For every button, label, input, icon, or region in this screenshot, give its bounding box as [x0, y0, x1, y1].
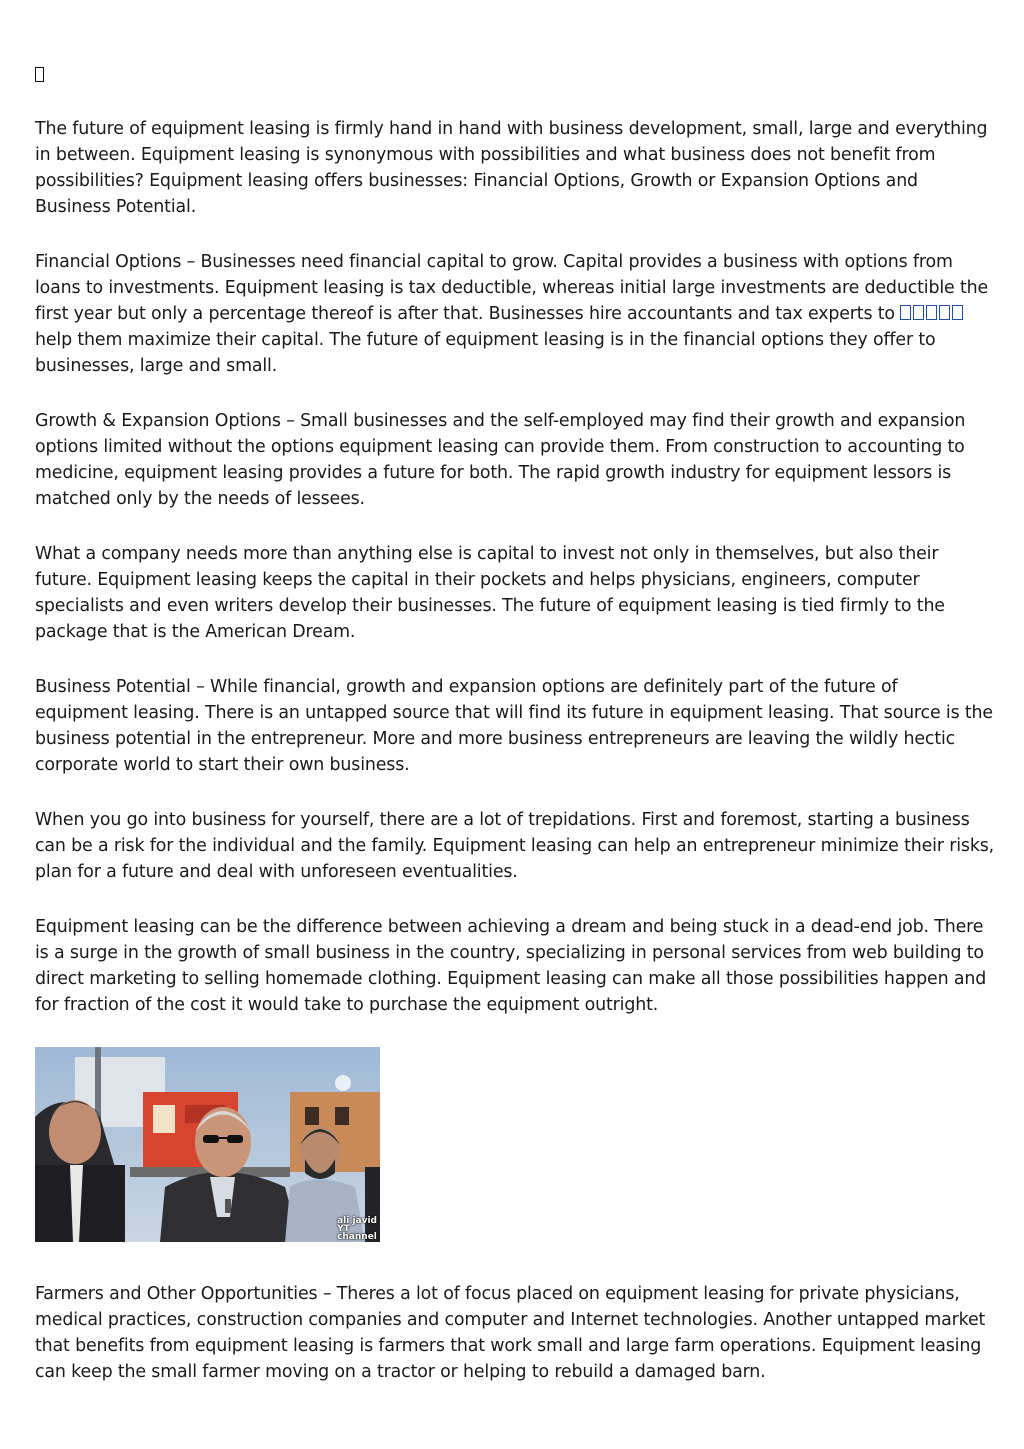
news-photo	[35, 1047, 380, 1242]
paragraph-farmers: Farmers and Other Opportunities – Theres a lot of focus placed on equipment leasing for private physicians, medical practices, construction companies and computer and Internet technologies. Another untapped market that benefits from equipment leasing is farmers that work small and large farm operations. Equipment leasing can keep the small farmer moving on a tractor or helping to rebuild a damaged barn.	[35, 1284, 986, 1382]
channel-logo-icon	[335, 1075, 351, 1091]
paragraph-business-potential: Business Potential – While financial, growth and expansion options are definitely part of the future of equipment leasing. There is an untapped source that will find its future in equipment leasing. That source is the business potential in the entrepreneur. More and more business entrepreneurs are leaving the wildly hectic corporate world to start their own business.	[35, 677, 993, 775]
paragraph-financial-options	[35, 249, 995, 379]
image-watermark: ali javid YT channel	[337, 1216, 377, 1242]
news-photo-illustration	[35, 1047, 380, 1242]
paragraph-financial-options-text-before: Financial Options – Businesses need financial capital to grow. Capital provides a business with options from loans to investments. Equipment leasing is tax deductible, whereas initial large investments are deductible the first year but only a percentage thereof is after that. Businesses hire accountants and tax experts to	[35, 252, 989, 324]
missing-glyph-icon	[35, 66, 995, 86]
paragraph-difference: Equipment leasing can be the difference between achieving a dream and being stuck in a dead-end job. There is a surge in the growth of small business in the country, specializing in personal services from web building to direct marketing to selling homemade clothing. Equipment leasing can make all those possibilities happen and for fraction of the cost it would take to purchase the equipment outright.	[35, 917, 987, 1015]
paragraph-growth-expansion: Growth & Expansion Options – Small businesses and the self-employed may find their growth and expansion options limited without the options equipment leasing can provide them. From construction to accounting to medicine, equipment leasing provides a future for both. The rapid growth industry for equipment lessors is matched only by the needs of lessees.	[35, 411, 966, 509]
paragraph-capital: What a company needs more than anything else is capital to invest not only in themselves, but also their future. Equipment leasing keeps the capital in their pockets and helps physicians, engineers, computer specialists and even writers develop their businesses. The future of equipment leasing is tied firmly to the package that is the American Dream.	[35, 544, 945, 642]
document-page	[35, 66, 995, 1414]
paragraph-intro: The future of equipment leasing is firmly hand in hand with business development, small, large and everything in between. Equipment leasing is synonymous with possibilities and what business does not benefit from possibilities? Equipment leasing offers businesses: Financial Options, Growth or Expansion Options and Business Potential.	[35, 119, 988, 217]
paragraph-trepidations: When you go into business for yourself, there are a lot of trepidations. First and foremost, starting a business can be a risk for the individual and the family. Equipment leasing can help an entrepreneur minimize their risks, plan for a future and deal with unforeseen eventualities.	[35, 810, 995, 882]
paragraph-financial-options-text-after: help them maximize their capital. The future of equipment leasing is in the financial options they offer to businesses, large and small.	[35, 330, 936, 376]
inline-link[interactable]	[900, 304, 965, 324]
